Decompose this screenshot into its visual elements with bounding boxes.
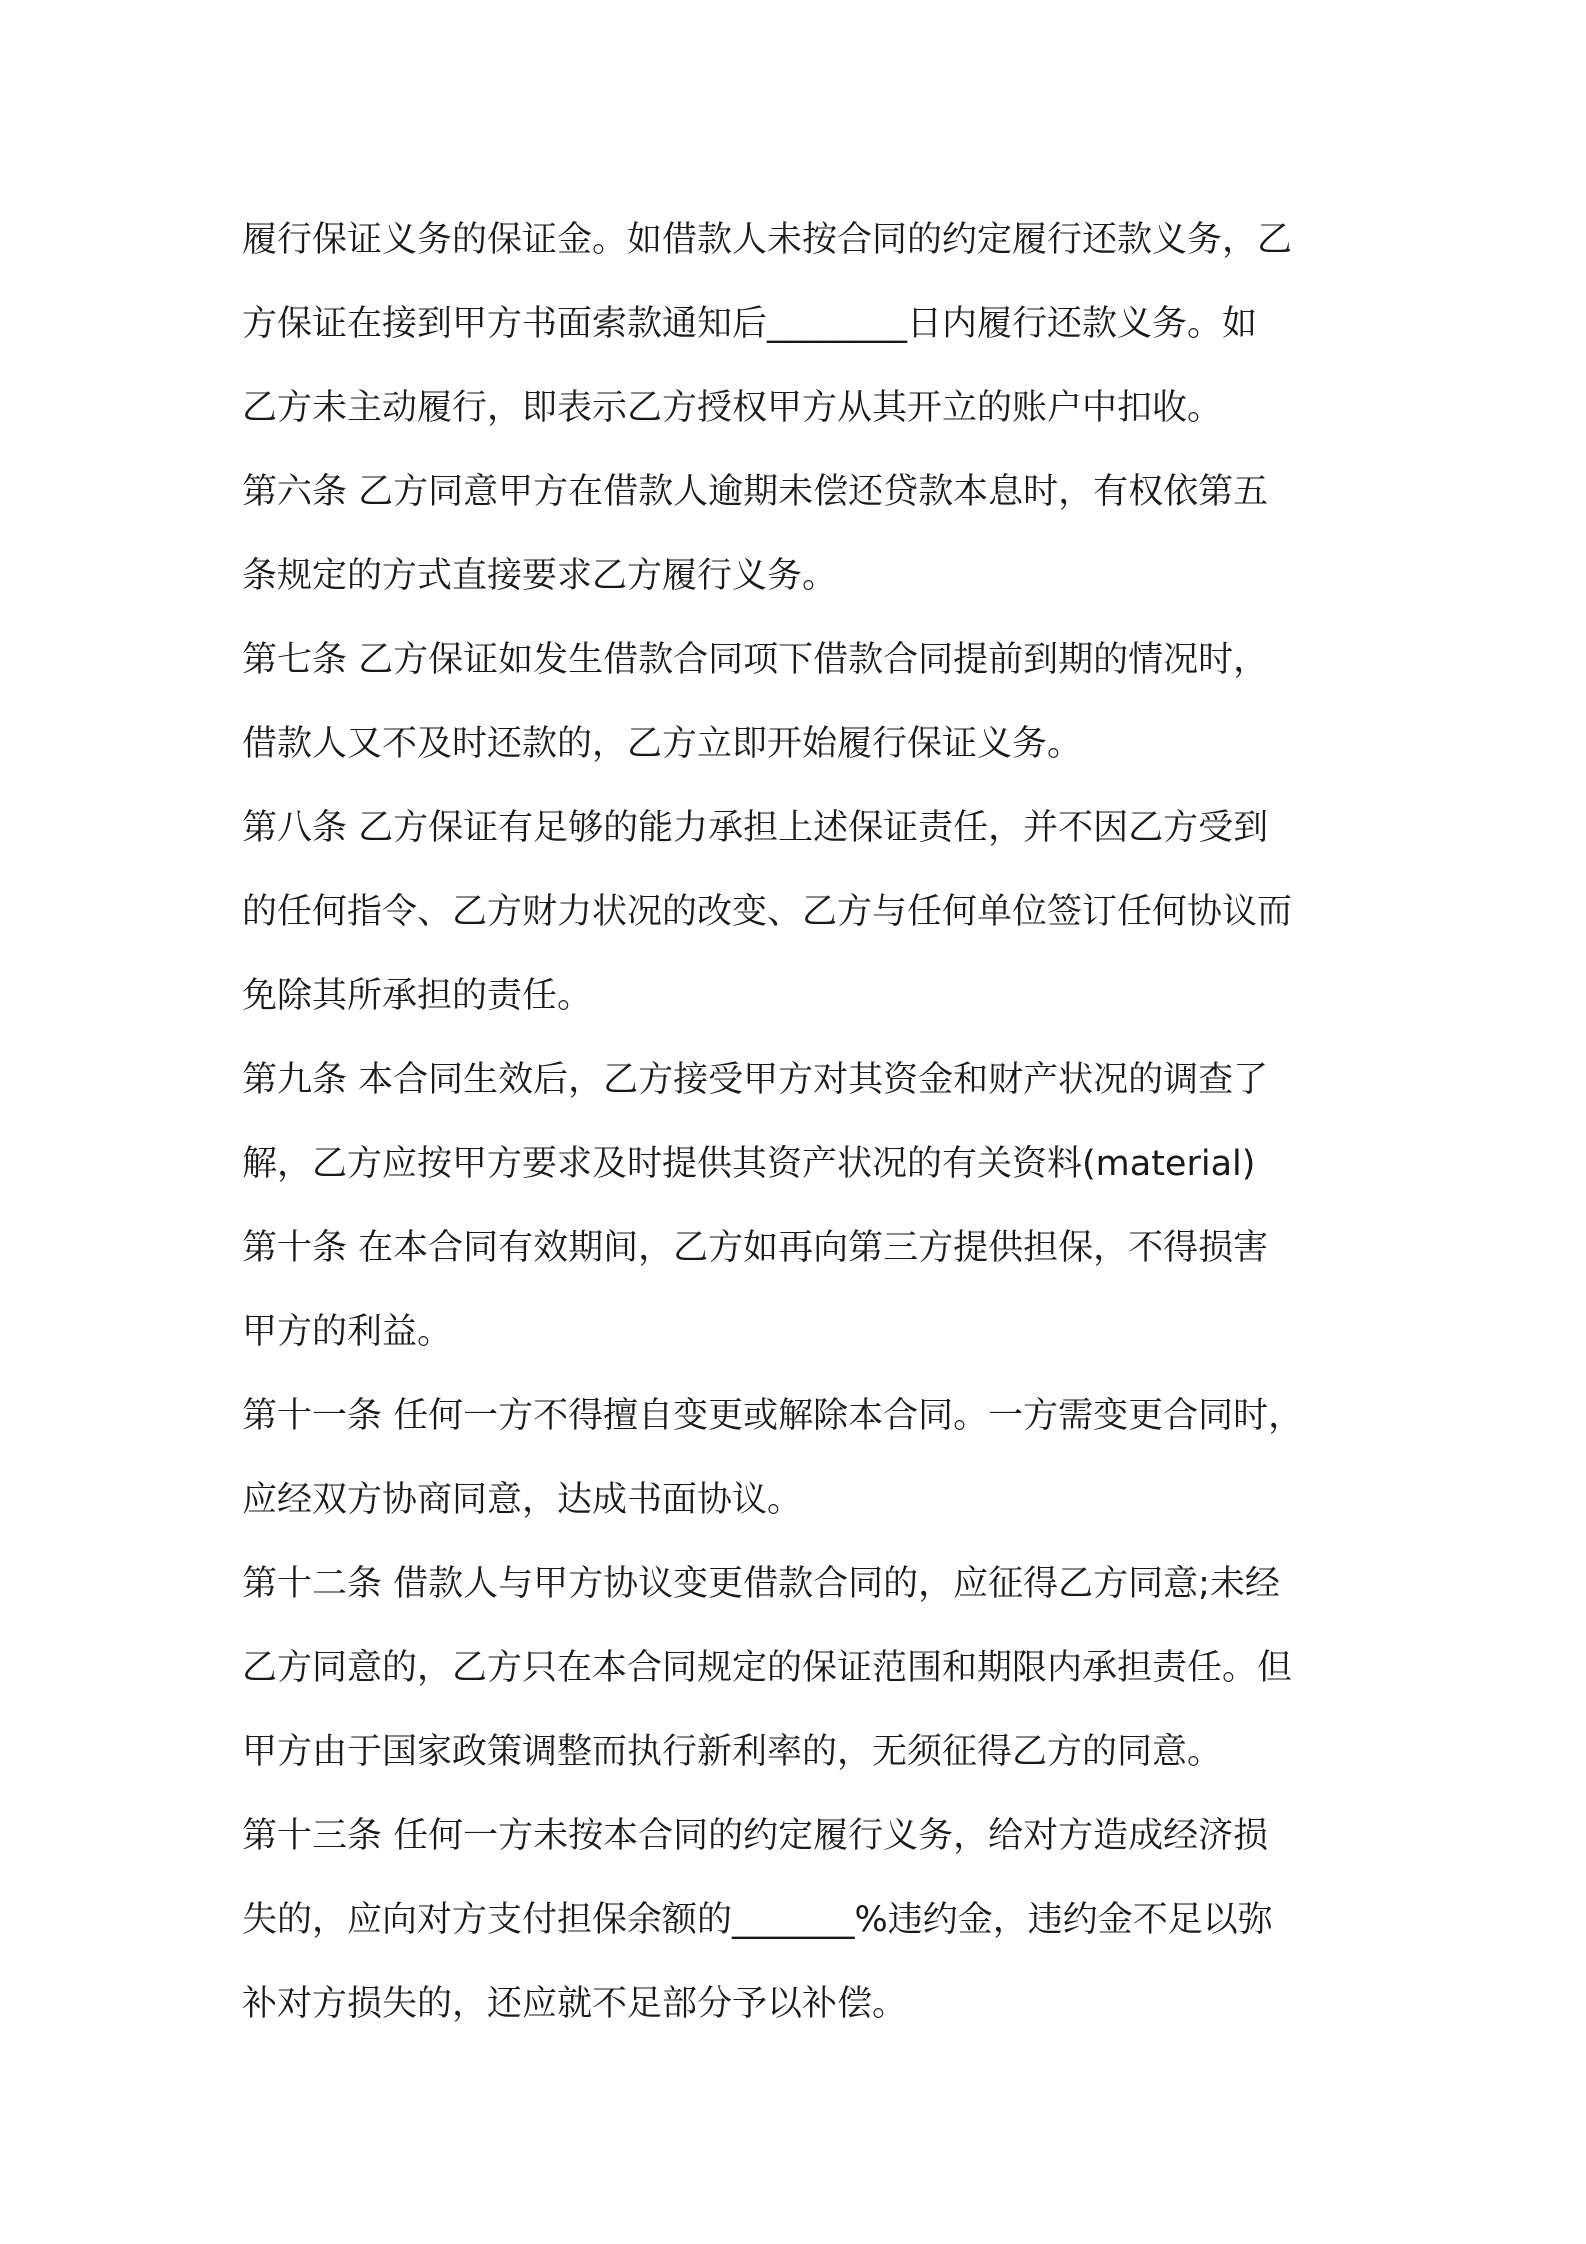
text-line: 条规定的方式直接要求乙方履行义务。 [242, 556, 838, 596]
text-line: 失的，应向对方支付担保余额的_______%违约金，违约金不足以弥 [242, 1900, 1273, 1940]
text-line: 免除其所承担的责任。 [242, 976, 593, 1016]
article-8-line: 第八条 乙方保证有足够的能力承担上述保证责任，并不因乙方受到 [242, 808, 1269, 848]
text-line: 乙方同意的，乙方只在本合同规定的保证范围和期限内承担责任。但 [242, 1648, 1293, 1688]
text-line: 借款人又不及时还款的，乙方立即开始履行保证义务。 [242, 724, 1083, 764]
article-6-line: 第六条 乙方同意甲方在借款人逾期未偿还贷款本息时，有权依第五 [242, 472, 1269, 512]
article-12-line: 第十二条 借款人与甲方协议变更借款合同的，应征得乙方同意;未经 [242, 1564, 1280, 1604]
text-line: 甲方由于国家政策调整而执行新利率的，无须征得乙方的同意。 [242, 1732, 1223, 1772]
text-line: 应经双方协商同意，达成书面协议。 [242, 1480, 803, 1520]
text-line: 履行保证义务的保证金。如借款人未按合同的约定履行还款义务，乙 [242, 220, 1293, 260]
article-13-line: 第十三条 任何一方未按本合同的约定履行义务，给对方造成经济损 [242, 1816, 1269, 1856]
article-10-line: 第十条 在本合同有效期间，乙方如再向第三方提供担保，不得损害 [242, 1228, 1269, 1268]
text-line: 甲方的利益。 [242, 1312, 453, 1352]
text-line: 方保证在接到甲方书面索款通知后________日内履行还款义务。如 [242, 304, 1258, 344]
text-line: 解，乙方应按甲方要求及时提供其资产状况的有关资料(material) [242, 1144, 1256, 1184]
article-7-line: 第七条 乙方保证如发生借款合同项下借款合同提前到期的情况时， [242, 640, 1269, 680]
article-11-line: 第十一条 任何一方不得擅自变更或解除本合同。一方需变更合同时， [242, 1396, 1304, 1436]
text-line: 乙方未主动履行，即表示乙方授权甲方从其开立的账户中扣收。 [242, 388, 1223, 428]
article-9-line: 第九条 本合同生效后，乙方接受甲方对其资金和财产状况的调查了 [242, 1060, 1269, 1100]
text-line: 的任何指令、乙方财力状况的改变、乙方与任何单位签订任何协议而 [242, 892, 1293, 932]
text-line: 补对方损失的，还应就不足部分予以补偿。 [242, 1984, 908, 2024]
contract-body [242, 198, 1372, 2046]
